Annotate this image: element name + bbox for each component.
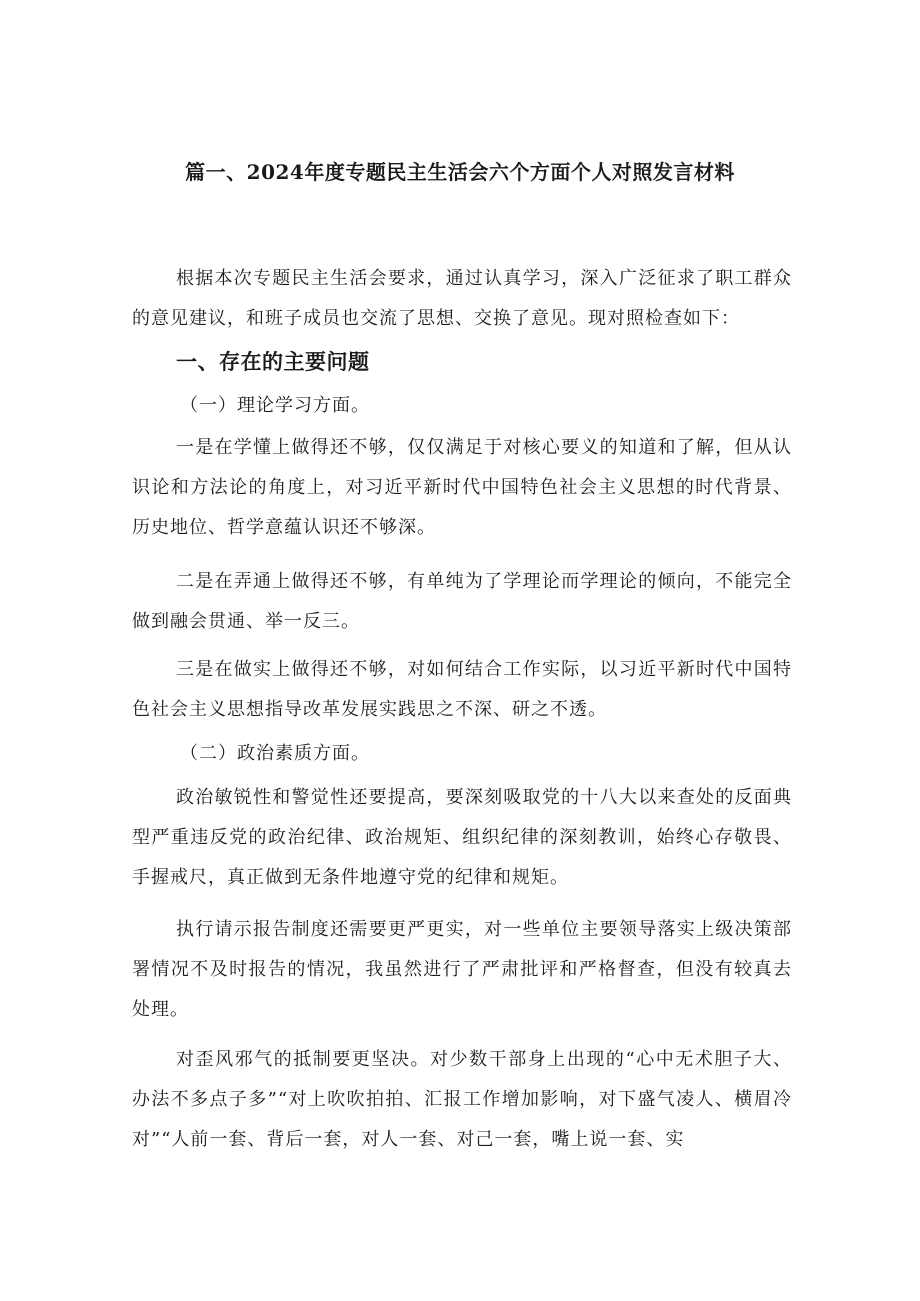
intro-paragraph: 根据本次专题民主生活会要求，通过认真学习，深入广泛征求了职工群众的意见建议，和班子成员也交流了思想、交换了意见。现对照检查如下： [132, 268, 792, 329]
document-title: 篇一、2024年度专题民主生活会六个方面个人对照发言材料 [185, 160, 735, 184]
theory-paragraph-1: 一是在学懂上做得还不够，仅仅满足于对核心要义的知道和了解，但从认识论和方法论的角度上，对习近平新时代中国特色社会主义思想的时代背景、历史地位、哲学意蕴认识还不够深。 [132, 437, 792, 538]
section-heading: 一、存在的主要问题 [176, 350, 370, 374]
theory-paragraph-2: 二是在弄通上做得还不够，有单纯为了学理论而学理论的倾向，不能完全做到融会贯通、举一反三。 [132, 571, 792, 632]
political-paragraph-1: 政治敏锐性和警觉性还要提高，要深刻吸取党的十八大以来查处的反面典型严重违反党的政治纪律、政治规矩、组织纪律的深刻教训，始终心存敬畏、手握戒尺，真正做到无条件地遵守党的纪律和规矩。 [132, 787, 792, 888]
subsection-heading-political: （二）政治素质方面。 [180, 743, 370, 764]
subsection-heading-theory: （一）理论学习方面。 [180, 395, 370, 416]
theory-paragraph-3: 三是在做实上做得还不够，对如何结合工作实际，以习近平新时代中国特色社会主义思想指导改革发展实践思之不深、研之不透。 [132, 659, 792, 720]
political-paragraph-2: 执行请示报告制度还需要更严更实，对一些单位主要领导落实上级决策部署情况不及时报告的情况，我虽然进行了严肃批评和严格督查，但没有较真去处理。 [132, 919, 792, 1020]
political-paragraph-3: 对歪风邪气的抵制要更坚决。对少数干部身上出现的“心中无术胆子大、办法不多点子多”“对上吹吹拍拍、汇报工作增加影响，对下盛气凌人、横眉冷对”“人前一套、背后一套，对人一套、对己一套，嘴上说一套、实 [132, 1049, 792, 1150]
